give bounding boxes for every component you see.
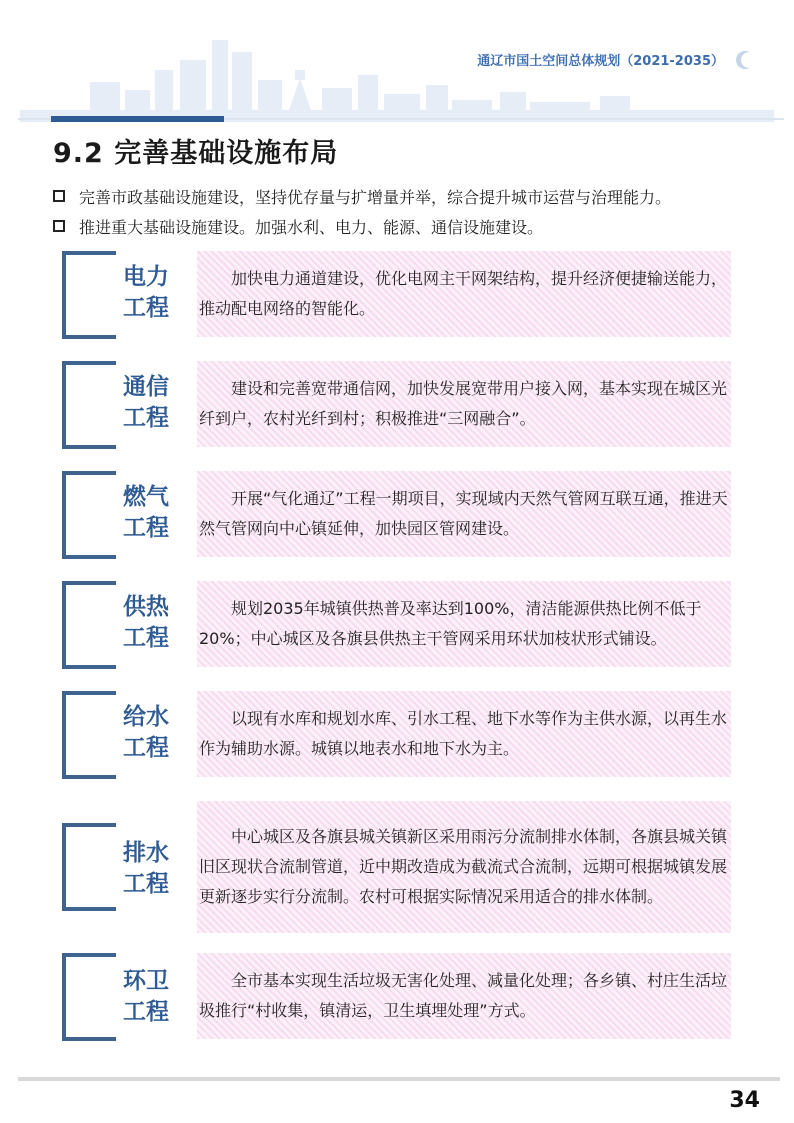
item-label-sanitation: 环卫 工程: [123, 968, 169, 1025]
item-desc-heating: 规划2035年城镇供热普及率达到100%，清洁能源供热比例不低于20%；中心城区及各旗县供热主干管网采用环状加枝状形式铺设。: [197, 581, 731, 667]
item-desc-power: 加快电力通道建设，优化电网主干网架结构，提升经济便捷输送能力，推动配电网络的智能化。: [197, 251, 731, 337]
item-bracket-gas: [62, 471, 116, 559]
square-bullet-icon: [53, 220, 65, 232]
bullet-item-2: [53, 215, 543, 238]
item-bracket-power: [62, 251, 116, 339]
crescent-moon-icon: [733, 50, 755, 70]
item-bracket-telecom: [62, 361, 116, 449]
bullet-text: 完善市政基础设施建设，坚持优存量与扩增量并举，综合提升城市运营与治理能力。: [79, 188, 672, 207]
item-desc-drainage: 中心城区及各旗县城关镇新区采用雨污分流制排水体制，各旗县城关镇旧区现状合流制管道，近中期改造成为截流式合流制，远期可根据城镇发展更新逐步实行分流制。农村可根据实际情况采用适合的排水体制。: [197, 801, 731, 933]
item-bracket-water-supply: [62, 691, 116, 779]
item-label-telecom: 通信 工程: [123, 374, 169, 431]
section-accent-bar: [51, 116, 224, 122]
document-header-title: 通辽市国土空间总体规划（2021-2035）: [477, 54, 724, 69]
item-desc-telecom: 建设和完善宽带通信网，加快发展宽带用户接入网，基本实现在城区光纤到户，农村光纤到村；积极推进“三网融合”。: [197, 361, 731, 447]
city-skyline-graphic: [0, 30, 794, 125]
section-title: 9.2 完善基础设施布局: [53, 138, 339, 169]
item-bracket-drainage: [62, 823, 116, 911]
item-label-heating: 供热 工程: [123, 594, 169, 651]
item-label-water-supply: 给水 工程: [123, 704, 169, 761]
item-bracket-sanitation: [62, 953, 116, 1041]
item-desc-gas: 开展“气化通辽”工程一期项目，实现域内天然气管网互联互通，推进天然气管网向中心镇延伸，加快园区管网建设。: [197, 471, 731, 557]
square-bullet-icon: [53, 190, 65, 202]
item-label-drainage: 排水 工程: [123, 840, 169, 897]
item-label-power: 电力 工程: [123, 264, 169, 321]
item-label-gas: 燃气 工程: [123, 484, 169, 541]
item-bracket-heating: [62, 581, 116, 669]
item-desc-sanitation: 全市基本实现生活垃圾无害化处理、减量化处理；各乡镇、村庄生活垃圾推行“村收集，镇清运，卫生填埋处理”方式。: [197, 953, 731, 1039]
footer-divider: [18, 1077, 780, 1081]
page-number: 34: [729, 1088, 760, 1113]
item-desc-water-supply: 以现有水库和规划水库、引水工程、地下水等作为主供水源，以再生水作为辅助水源。城镇以地表水和地下水为主。: [197, 691, 731, 777]
bullet-text: 推进重大基础设施建设。加强水利、电力、能源、通信设施建设。: [79, 218, 544, 237]
bullet-item-1: [53, 185, 671, 208]
